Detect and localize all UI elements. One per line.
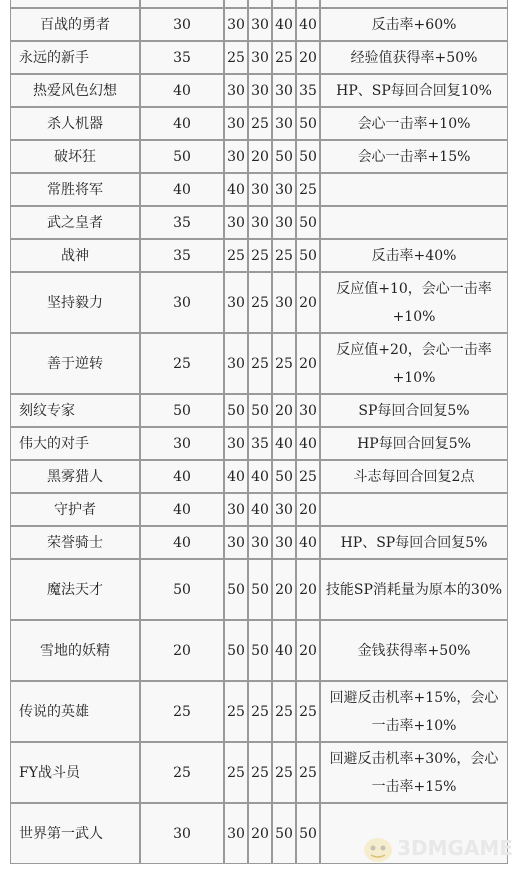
title-name-cell: 世界第一武人 [10,803,140,864]
stat-cell-1: 40 [140,493,224,526]
effect-cell: HP、SP每回合回复5% [320,526,508,559]
table-row [10,41,508,74]
stat-cell-1: 20 [140,620,224,681]
stat-cell-3: 30 [248,8,272,41]
stat-cell-3: 20 [248,140,272,173]
stat-cell-1: 30 [140,272,224,333]
table-row [10,559,508,620]
stat-cell-4: 25 [272,239,296,272]
stat-cell-1: 25 [140,742,224,803]
stat-cell-5: 50 [296,803,320,864]
stat-cell-1: 40 [140,173,224,206]
3dm-mascot-icon [361,831,395,865]
stat-cell-3: 30 [248,173,272,206]
stat-cell-1: 30 [140,8,224,41]
stat-cell-4: 50 [272,803,296,864]
stat-cell-4: 50 [272,140,296,173]
table-row [10,333,508,394]
stat-cell-3: 25 [248,272,272,333]
table-row [10,74,508,107]
effect-cell: 反击率+60% [320,8,508,41]
stat-cell-4: 30 [272,74,296,107]
stat-cell-4: 20 [272,559,296,620]
stat-cell-4: 30 [272,206,296,239]
watermark-text: 3DMGAME [397,836,513,860]
title-name-cell: 守护者 [10,493,140,526]
title-name-cell: 刻纹专家 [10,394,140,427]
stat-cell-2: 50 [224,394,248,427]
stat-cell-1: 30 [140,803,224,864]
stat-cell-4: 30 [272,526,296,559]
stat-cell-2: 30 [224,107,248,140]
stat-cell-2: 40 [224,173,248,206]
stat-cell-3: 30 [248,526,272,559]
stat-cell-3: 30 [248,41,272,74]
title-name-cell: 坚持毅力 [10,272,140,333]
effect-cell: 反击率+40% [320,239,508,272]
stat-cell-5: 20 [296,333,320,394]
stat-cell-1: 35 [140,41,224,74]
stat-cell-2: 30 [224,427,248,460]
title-stats-table [10,0,508,864]
stat-cell-1: 50 [140,140,224,173]
effect-cell: 经验值获得率+50% [320,41,508,74]
stat-cell-3: 25 [248,107,272,140]
title-name-cell: 热爱风色幻想 [10,74,140,107]
effect-cell: 反应值+10，会心一击率+10% [320,272,508,333]
stat-cell-3: 25 [248,333,272,394]
stat-cell-2: 40 [224,460,248,493]
title-name-cell: 荣誉骑士 [10,526,140,559]
stat-cell-1: 50 [140,559,224,620]
stat-cell-2: 50 [224,620,248,681]
watermark [361,831,513,865]
stat-cell-2: 30 [224,206,248,239]
stat-cell-5: 20 [296,272,320,333]
table-row [10,526,508,559]
table-row [10,8,508,41]
effect-cell: HP每回合回复5% [320,427,508,460]
stat-cell-1: 35 [140,239,224,272]
stat-cell-3: 50 [248,394,272,427]
stat-cell-4: 25 [272,742,296,803]
table-row [10,681,508,742]
stat-cell-2: 30 [224,526,248,559]
stat-cell-4: 30 [272,272,296,333]
stat-cell-5: 50 [296,206,320,239]
effect-cell: SP每回合回复5% [320,394,508,427]
stat-cell-5: 20 [296,41,320,74]
stat-cell-4: 30 [272,493,296,526]
stat-cell-3: 25 [248,742,272,803]
stat-cell-4: 30 [272,173,296,206]
title-name-cell: 伟大的对手 [10,427,140,460]
title-name-cell: 永远的新手 [10,41,140,74]
stat-cell-5: 25 [296,681,320,742]
table-row [10,742,508,803]
title-name-cell: 魔法天才 [10,559,140,620]
title-name-cell: 黑雾猎人 [10,460,140,493]
table-row [10,107,508,140]
stat-cell-3: 25 [248,239,272,272]
title-name-cell: 善于逆转 [10,333,140,394]
table-row [10,239,508,272]
stat-cell-5: 20 [296,620,320,681]
stat-cell-3: 50 [248,620,272,681]
stat-cell-5: 20 [296,559,320,620]
stat-cell-5: 25 [296,460,320,493]
effect-cell: 回避反击机率+15%，会心一击率+10% [320,681,508,742]
title-name-cell: 战神 [10,239,140,272]
stat-cell-4: 25 [272,333,296,394]
stat-cell-3: 30 [248,74,272,107]
stat-cell-5: 50 [296,239,320,272]
stat-cell-3: 35 [248,427,272,460]
stat-cell-1: 50 [140,394,224,427]
stat-cell-4: 25 [272,41,296,74]
table-row-partial [10,0,508,8]
stat-cell-4: 40 [272,8,296,41]
stat-cell-1: 40 [140,460,224,493]
stat-cell-2: 50 [224,559,248,620]
stat-cell-5: 40 [296,427,320,460]
effect-cell [320,493,508,526]
stat-cell-5: 20 [296,493,320,526]
effect-cell: HP、SP每回合回复10% [320,74,508,107]
effect-cell [320,206,508,239]
title-name-cell: 杀人机器 [10,107,140,140]
stat-cell-3: 20 [248,803,272,864]
stat-cell-4: 40 [272,620,296,681]
stat-cell-1: 40 [140,107,224,140]
title-name-cell: 传说的英雄 [10,681,140,742]
title-name-cell: FY战斗员 [10,742,140,803]
table-row [10,206,508,239]
stat-cell-1: 25 [140,333,224,394]
stat-cell-2: 30 [224,74,248,107]
effect-cell: 反应值+20，会心一击率+10% [320,333,508,394]
effect-cell: 回避反击机率+30%，会心一击率+15% [320,742,508,803]
stat-cell-5: 25 [296,173,320,206]
stat-cell-2: 30 [224,140,248,173]
stat-cell-1: 35 [140,206,224,239]
table-row [10,173,508,206]
effect-cell [320,173,508,206]
stat-cell-1: 30 [140,427,224,460]
effect-cell: 会心一击率+10% [320,107,508,140]
table-row [10,460,508,493]
title-name-cell: 百战的勇者 [10,8,140,41]
stat-cell-1: 40 [140,526,224,559]
table-row [10,493,508,526]
stat-cell-2: 25 [224,742,248,803]
stat-cell-4: 50 [272,460,296,493]
stat-cell-2: 30 [224,8,248,41]
stat-cell-3: 30 [248,206,272,239]
table-row [10,140,508,173]
stat-cell-3: 40 [248,460,272,493]
effect-cell: 技能SP消耗量为原本的30% [320,559,508,620]
stat-cell-3: 40 [248,493,272,526]
stat-cell-4: 20 [272,394,296,427]
stat-cell-1: 40 [140,74,224,107]
effect-cell: 斗志每回合回复2点 [320,460,508,493]
table-row [10,620,508,681]
stat-cell-2: 30 [224,333,248,394]
stat-cell-5: 50 [296,140,320,173]
stat-cell-1: 25 [140,681,224,742]
title-name-cell: 雪地的妖精 [10,620,140,681]
stat-cell-3: 25 [248,681,272,742]
title-name-cell: 破坏狂 [10,140,140,173]
stat-cell-2: 30 [224,803,248,864]
title-name-cell: 武之皇者 [10,206,140,239]
stat-cell-5: 40 [296,526,320,559]
stat-cell-5: 50 [296,107,320,140]
stat-cell-5: 30 [296,394,320,427]
stat-cell-5: 35 [296,74,320,107]
table-row [10,394,508,427]
effect-cell: 会心一击率+15% [320,140,508,173]
table-row [10,272,508,333]
stat-cell-2: 30 [224,493,248,526]
stat-cell-2: 25 [224,239,248,272]
stat-cell-2: 25 [224,681,248,742]
stat-cell-2: 30 [224,272,248,333]
stat-cell-4: 40 [272,427,296,460]
table-row [10,427,508,460]
effect-cell: 金钱获得率+50% [320,620,508,681]
title-name-cell: 常胜将军 [10,173,140,206]
stat-cell-4: 30 [272,107,296,140]
stat-cell-2: 25 [224,41,248,74]
stat-cell-3: 50 [248,559,272,620]
stat-cell-5: 40 [296,8,320,41]
stat-cell-5: 25 [296,742,320,803]
stat-cell-4: 25 [272,681,296,742]
